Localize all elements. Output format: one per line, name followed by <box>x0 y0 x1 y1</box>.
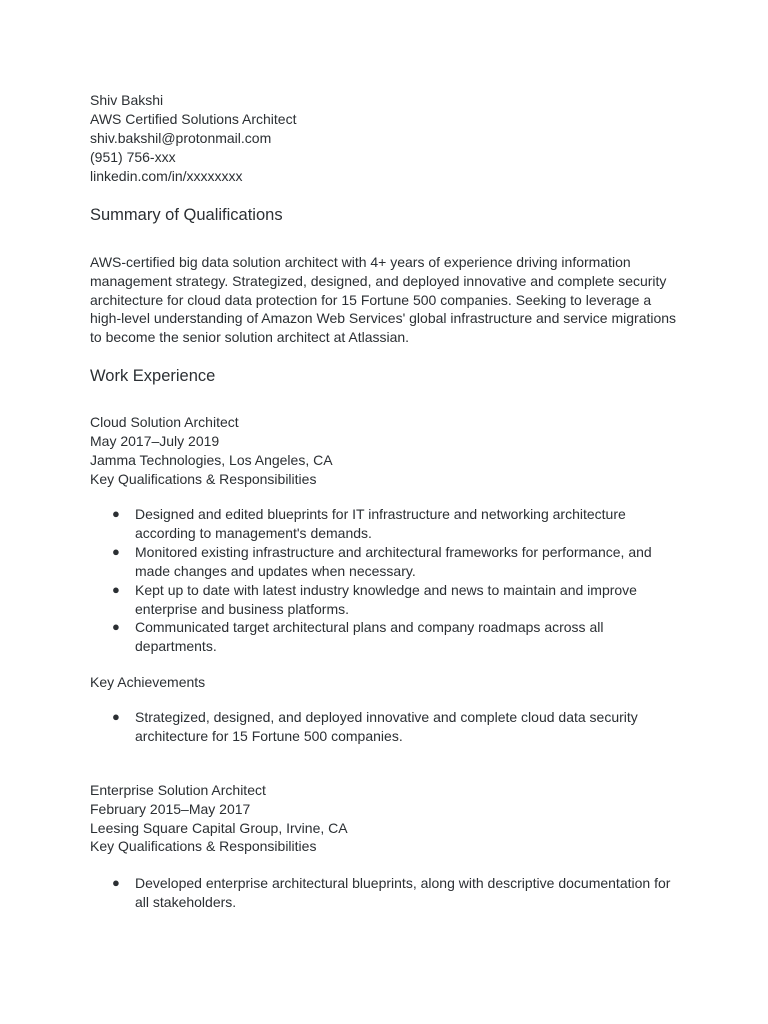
bullet-line: Developed enterprise architectural blueprints, along with descriptive documentation for <box>135 875 671 891</box>
job-responsibilities-heading: Key Qualifications & Responsibilities <box>90 471 317 487</box>
bullet-line: according to management's demands. <box>135 524 372 541</box>
summary-paragraph <box>90 253 690 347</box>
job-responsibilities-heading: Key Qualifications & Responsibilities <box>90 838 317 854</box>
work-heading: Work Experience <box>90 367 216 385</box>
summary-line: management strategy. Strategized, designed, and deployed innovative and complete security <box>90 272 667 289</box>
bullet-line: departments. <box>135 637 217 654</box>
bullet-line: all stakeholders. <box>135 893 237 910</box>
bullet-marker: ● <box>112 582 120 597</box>
job-dates: February 2015–May 2017 <box>90 801 251 817</box>
bullet-line: Designed and edited blueprints for IT infrastructure and networking architecture <box>135 506 626 522</box>
bullet-line: Monitored existing infrastructure and architectural frameworks for performance, and <box>135 544 652 560</box>
summary-heading: Summary of Qualifications <box>90 206 283 224</box>
achievements-heading: Key Achievements <box>90 674 206 690</box>
bullet-line: architecture for 15 Fortune 500 companies. <box>135 727 403 744</box>
bullet-marker: ● <box>112 544 120 559</box>
job-dates: May 2017–July 2019 <box>90 433 220 449</box>
job-role: Cloud Solution Architect <box>90 414 239 430</box>
bullet-marker: ● <box>112 875 120 890</box>
summary-line: to become the senior solution architect at Atlassian. <box>90 329 410 346</box>
bullet-line: Strategized, designed, and deployed innovative and complete cloud data security <box>135 709 638 725</box>
contact-name: Shiv Bakshi <box>90 92 164 108</box>
job-role: Enterprise Solution Architect <box>90 782 266 798</box>
bullet-line: enterprise and business platforms. <box>135 600 349 617</box>
contact-title: AWS Certified Solutions Architect <box>90 111 297 127</box>
summary-line: high-level understanding of Amazon Web Services' global infrastructure and service migrations <box>90 310 677 327</box>
job-company: Jamma Technologies, Los Angeles, CA <box>90 452 333 468</box>
summary-line: AWS-certified big data solution architect with 4+ years of experience driving information <box>90 254 631 270</box>
summary-line: architecture for cloud data protection for 15 Fortune 500 companies. Seeking to leverage a <box>90 291 652 308</box>
contact-linkedin: linkedin.com/in/xxxxxxxx <box>90 168 243 184</box>
bullet-line: Communicated target architectural plans and company roadmaps across all <box>135 619 604 635</box>
bullet-marker: ● <box>112 506 120 521</box>
bullet-marker: ● <box>112 619 120 634</box>
contact-email: shiv.bakshil@protonmail.com <box>90 130 272 146</box>
bullet-line: Kept up to date with latest industry knowledge and news to maintain and improve <box>135 582 637 598</box>
job-company: Leesing Square Capital Group, Irvine, CA <box>90 820 348 836</box>
bullet-marker: ● <box>112 709 120 724</box>
bullet-line: made changes and updates when necessary. <box>135 562 416 579</box>
contact-phone: (951) 756-xxx <box>90 149 176 165</box>
